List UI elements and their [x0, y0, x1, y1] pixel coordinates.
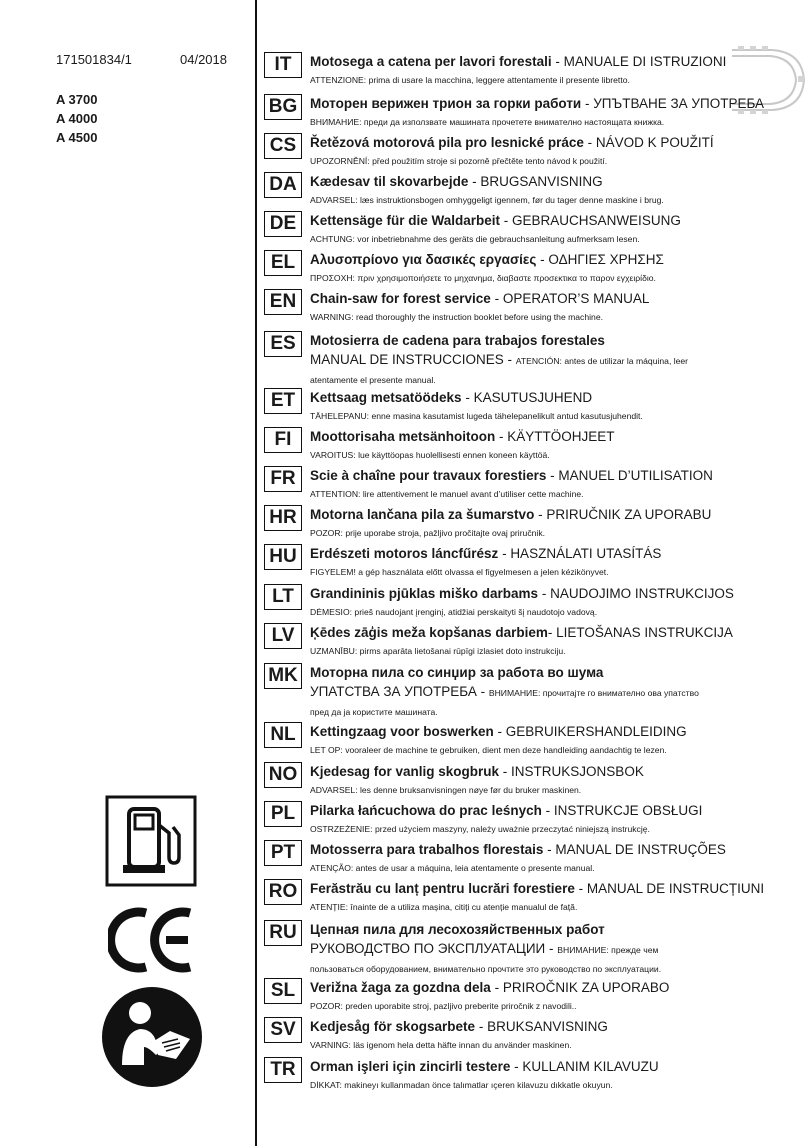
language-code-box: FI: [264, 427, 302, 453]
warning-label: DĖMESIO:: [310, 607, 353, 617]
language-code-box: PT: [264, 840, 302, 866]
language-code-box: DE: [264, 211, 302, 237]
entry-title: [310, 879, 764, 898]
language-code-box: PL: [264, 801, 302, 827]
warning-text: przed użyciem maszyny, należy uważnie przeczytać niniejszą instrukcję.: [372, 824, 650, 834]
entry-title: [310, 211, 681, 230]
warning-text: пользоваться оборудованием, внимательно прочтите это руководство по эксплуатации.: [310, 964, 662, 974]
entry-title: [310, 623, 733, 642]
entry-title: [310, 250, 664, 269]
warning-text: atentamente el presente manual.: [310, 375, 436, 385]
warning-label: POZOR:: [310, 528, 343, 538]
entry-title: [310, 289, 649, 308]
entry-warning: [310, 1076, 659, 1095]
warning-label: VAROITUS:: [310, 450, 356, 460]
entry-manual-title: УПАТСТВА ЗА УПОТРЕБА -: [310, 684, 489, 699]
entry-separator: -: [574, 881, 587, 896]
language-entry-nl: [264, 722, 687, 760]
entry-manual-title: HASZNÁLATI UTASÍTÁS: [510, 546, 662, 561]
entry-title-bold: Kettsaag metsatöödeks: [310, 390, 462, 405]
entry-warning: [310, 781, 644, 800]
entry-separator: -: [536, 252, 549, 267]
warning-text: preden uporabite stroj, pazljivo preberite priročnik z navodili..: [342, 1001, 577, 1011]
entry-title-bold: Motorna lančana pila za šumarstvo: [310, 507, 535, 522]
warning-label: UZMANĪBU:: [310, 646, 358, 656]
entry-warning: [310, 230, 681, 249]
warning-label: ATENÇÃO:: [310, 863, 354, 873]
warning-label: UPOZORNĚNÍ:: [310, 156, 370, 166]
warning-text: lire attentivement le manuel avant d’utiliser cette machine.: [360, 489, 584, 499]
language-entry-et: [264, 388, 643, 426]
model-name: A 4000: [56, 111, 98, 126]
language-entry-tr: [264, 1057, 659, 1095]
warning-text: înainte de a utiliza mașina, citiți cu atenție manualul de față.: [348, 902, 578, 912]
language-code-box: CS: [264, 133, 302, 159]
warning-label: TÄHELEPANU:: [310, 411, 370, 421]
entry-title-bold: Kjedesag for vanlig skogbruk: [310, 764, 500, 779]
entry-separator: -: [551, 54, 564, 69]
entry-title-bold: Moottorisaha metsänhoitoon: [310, 429, 496, 444]
entry-warning: [310, 741, 687, 760]
entry-separator: -: [546, 468, 559, 483]
warning-text: prije uporabe stroja, pažljivo pročitajte ovaj priručnik.: [342, 528, 546, 538]
entry-title-bold: Scie à chaîne pour travaux forestiers: [310, 468, 547, 483]
language-entry-pt: [264, 840, 726, 878]
language-code-box: ET: [264, 388, 302, 414]
entry-title: [310, 172, 664, 191]
language-entry-no: [264, 762, 644, 800]
warning-text: antes de utilizar la máquina, leer: [561, 356, 689, 366]
warning-label: DİKKAT:: [310, 1080, 342, 1090]
entry-separator: -: [534, 507, 547, 522]
entry-separator: -: [493, 724, 506, 739]
language-entry-sv: [264, 1017, 608, 1055]
entry-warning: [310, 859, 726, 878]
fuel-pump-icon: [105, 795, 197, 887]
language-entry-hr: [264, 505, 711, 543]
entry-warning: [310, 1036, 608, 1055]
entry-manual-title: РУКОВОДСТВО ПО ЭКСПЛУАТАЦИИ -: [310, 941, 558, 956]
entry-warning: [310, 269, 664, 288]
entry-manual-title: MANUAL DE INSTRUÇÕES: [555, 842, 726, 857]
language-code-box: BG: [264, 94, 302, 120]
warning-text: před použitím stroje si pozorně přečtěte tento návod k použití.: [369, 156, 608, 166]
entry-title-bold: Pilarka łańcuchowa do prac leśnych: [310, 803, 542, 818]
language-code-box: EL: [264, 250, 302, 276]
entry-warning: [310, 407, 643, 426]
entry-title-line2: [310, 939, 661, 960]
warning-text: vor inbetriebnahme des geräts die gebrauchsanleitung aufmerksam lesen.: [354, 234, 640, 244]
warning-label: OSTRZEŻENIE:: [310, 824, 373, 834]
warning-label: VARNING:: [310, 1040, 351, 1050]
entry-separator: -: [499, 764, 512, 779]
document-date: 04/2018: [180, 52, 227, 67]
entry-title: [310, 544, 661, 563]
entry-warning: [310, 603, 734, 622]
language-code-box: ES: [264, 331, 302, 357]
entry-title-bold: Grandininis pjūklas miško darbams: [310, 586, 539, 601]
language-code-box: RO: [264, 879, 302, 905]
language-entry-mk: [264, 663, 699, 722]
warning-text: read thoroughly the instruction booklet before using the machine.: [353, 312, 603, 322]
language-code-box: SL: [264, 978, 302, 1004]
entry-separator: -: [538, 586, 551, 601]
language-entry-da: [264, 172, 664, 210]
entry-title: [310, 801, 702, 820]
entry-title: [310, 1057, 659, 1076]
entry-title: [310, 52, 726, 71]
entry-separator: -: [541, 803, 554, 818]
entry-manual-title: УПЪТВАНЕ ЗА УПОТРЕБА: [593, 96, 765, 111]
entry-title-line2: [310, 682, 699, 703]
warning-label: POZOR:: [310, 1001, 343, 1011]
entry-manual-title: PRIRUČNIK ZA UPORABU: [546, 507, 712, 522]
entry-title-bold: Ferăstrău cu lanț pentru lucrări forestiere: [310, 881, 575, 896]
entry-manual-title: GEBRUIKERSHANDLEIDING: [505, 724, 687, 739]
language-code-box: EN: [264, 289, 302, 315]
warning-text: läs igenom hela detta häfte innan du använder maskinen.: [350, 1040, 572, 1050]
model-name: A 4500: [56, 130, 98, 145]
entry-warning: [310, 152, 714, 171]
language-code-box: DA: [264, 172, 302, 198]
entry-manual-title: ΟΔΗΓΙΕΣ ΧΡΗΣΗΣ: [548, 252, 664, 267]
entry-warning: [310, 563, 661, 582]
entry-title-bold: Motosierra de cadena para trabajos forestales: [310, 333, 605, 348]
entry-title-bold: Erdészeti motoros láncfűrész: [310, 546, 499, 561]
entry-warning: [310, 703, 699, 722]
warning-text: a gép használata előtt olvassa el figyelmesen a jelen kézikönyvet.: [355, 567, 609, 577]
entry-warning: [310, 308, 649, 327]
warning-label: ATTENZIONE:: [310, 75, 367, 85]
entry-manual-title: LIETOŠANAS INSTRUKCIJA: [556, 625, 733, 640]
entry-title-bold: Kedjesåg för skogsarbete: [310, 1019, 476, 1034]
warning-text: læs instruktionsbogen omhyggeligt igennem, før du tager denne maskine i brug.: [357, 195, 664, 205]
language-code-box: SV: [264, 1017, 302, 1043]
entry-separator: -: [495, 429, 508, 444]
warning-label: ВНИМАНИЕ:: [488, 688, 541, 698]
left-panel: [0, 0, 255, 1146]
entry-manual-title: MANUAL DE INSTRUCCIONES -: [310, 352, 516, 367]
entry-title: [310, 1017, 608, 1036]
language-entry-lv: [264, 623, 733, 661]
entry-manual-title: BRUKSANVISNING: [487, 1019, 608, 1034]
language-entry-hu: [264, 544, 661, 582]
language-entry-es: [264, 331, 688, 390]
language-entry-it: [264, 52, 726, 90]
entry-manual-title: KÄYTTÖOHJEET: [507, 429, 615, 444]
warning-text: enne masina kasutamist lugeda tähelepanelikult antud kasutusjuhendit.: [369, 411, 643, 421]
entry-title-bold: Chain-saw for forest service: [310, 291, 491, 306]
entry-warning: [310, 820, 702, 839]
language-code-box: LV: [264, 623, 302, 649]
warning-text: πριν χρησιμοποιήσετε το μηχανημα, διαβαστε προσεκτικα το παρον εγχειρίδιο.: [354, 273, 656, 283]
warning-label: ΠΡΟΣΟΧΗ:: [310, 273, 355, 283]
entry-title: [310, 840, 726, 859]
entry-manual-title: MANUAL DE INSTRUCȚIUNI: [586, 881, 765, 896]
entry-title: [310, 331, 688, 350]
entry-title: [310, 663, 699, 682]
entry-separator: -: [490, 291, 503, 306]
language-code-box: TR: [264, 1057, 302, 1083]
entry-title: [310, 388, 643, 407]
entry-title-bold: Řetězová motorová pila pro lesnické práce: [310, 135, 584, 150]
warning-text: прежде чем: [608, 945, 659, 955]
entry-title: [310, 427, 615, 446]
warning-label: ATENCIÓN:: [515, 356, 562, 366]
language-code-box: NL: [264, 722, 302, 748]
warning-text: prieš naudojant įrenginį, atidžiai perskaityti šį naudotojo vadovą.: [352, 607, 598, 617]
entry-manual-title: NÁVOD K POUŽITÍ: [595, 135, 714, 150]
warning-label: ATENȚIE:: [310, 902, 349, 912]
warning-label: ADVARSEL:: [310, 195, 358, 205]
warning-text: пред да ја користите машината.: [310, 707, 438, 717]
entry-title-bold: Kædesav til skovarbejde: [310, 174, 469, 189]
entry-manual-title: MANUALE DI ISTRUZIONI: [563, 54, 727, 69]
warning-label: WARNING:: [310, 312, 354, 322]
entry-title-bold: Motosserra para trabalhos florestais: [310, 842, 544, 857]
vertical-divider: [255, 0, 257, 1146]
entry-manual-title: KASUTUSJUHEND: [473, 390, 593, 405]
language-entry-cs: [264, 133, 714, 171]
entry-title-bold: Моторен верижен трион за горки работи: [310, 96, 582, 111]
warning-text: antes de usar a máquina, leia atentamente o presente manual.: [353, 863, 595, 873]
entry-separator: -: [490, 980, 503, 995]
warning-label: ВНИМАНИЕ:: [310, 117, 362, 127]
model-name: A 3700: [56, 92, 98, 107]
entry-title: [310, 133, 714, 152]
document-code: 171501834/1: [56, 52, 132, 67]
warning-label: FIGYELEM!: [310, 567, 356, 577]
warning-label: ВНИМАНИЕ:: [557, 945, 609, 955]
language-code-box: MK: [264, 663, 302, 689]
entry-title: [310, 584, 734, 603]
entry-warning: [310, 898, 764, 917]
entry-manual-title: MANUEL D’UTILISATION: [558, 468, 713, 483]
language-code-box: NO: [264, 762, 302, 788]
entry-separator: -: [461, 390, 474, 405]
language-entry-fr: [264, 466, 713, 504]
entry-separator: -: [475, 1019, 488, 1034]
model-list: [56, 90, 97, 147]
entry-title-line2: [310, 350, 688, 371]
language-entry-el: [264, 250, 664, 288]
entry-manual-title: INSTRUKSJONSBOK: [511, 764, 644, 779]
entry-manual-title: INSTRUKCJE OBSŁUGI: [553, 803, 703, 818]
warning-text: pirms aparāta lietošanai rūpīgi izlasiet doto instrukciju.: [357, 646, 566, 656]
entry-warning: [310, 113, 764, 132]
entry-manual-title: OPERATOR’S MANUAL: [502, 291, 650, 306]
entry-warning: [310, 191, 664, 210]
entry-separator: -: [510, 1059, 523, 1074]
entry-separator: -: [500, 213, 513, 228]
entry-title: [310, 94, 764, 113]
language-entry-ro: [264, 879, 764, 917]
entry-manual-title: KULLANIM KILAVUZU: [522, 1059, 659, 1074]
warning-text: lue käyttöopas huolellisesti ennen koneen käyttöä.: [355, 450, 550, 460]
entry-title-bold: Цепная пила для лесохозяйственных работ: [310, 922, 605, 937]
entry-title-bold: Kettensäge für die Waldarbeit: [310, 213, 501, 228]
entry-warning: [310, 524, 711, 543]
entry-title: [310, 505, 711, 524]
entry-title: [310, 978, 669, 997]
entry-warning: [310, 485, 713, 504]
entry-warning: [310, 960, 661, 979]
entry-separator: -: [498, 546, 511, 561]
warning-text: prima di usare la macchina, leggere attentamente il presente libretto.: [366, 75, 630, 85]
entry-title-bold: Verižna žaga za gozdna dela: [310, 980, 491, 995]
warning-text: vooraleer de machine te gebruiken, dient men deze handleiding aandachtig te lezen.: [342, 745, 667, 755]
language-code-box: LT: [264, 584, 302, 610]
warning-label: ADVARSEL:: [310, 785, 358, 795]
warning-label: ACHTUNG:: [310, 234, 355, 244]
language-entry-fi: [264, 427, 615, 465]
language-code-box: HU: [264, 544, 302, 570]
entry-warning: [310, 642, 733, 661]
language-entry-de: [264, 211, 681, 249]
language-code-box: IT: [264, 52, 302, 78]
language-entry-sl: [264, 978, 669, 1016]
entry-title-bold: Kettingzaag voor boswerken: [310, 724, 494, 739]
entry-manual-title: GEBRAUCHSANWEISUNG: [512, 213, 681, 228]
warning-label: ATTENTION:: [310, 489, 361, 499]
entry-title-bold: Ķēdes zāģis meža kopšanas darbiem: [310, 625, 548, 640]
entry-title-bold: Orman işleri için zincirli testere: [310, 1059, 511, 1074]
language-entry-lt: [264, 584, 734, 622]
warning-text: makineyı kullanmadan önce talımatlar ıçeren kilavuzu dıkkatle okuyun.: [341, 1080, 613, 1090]
read-manual-icon: [100, 985, 204, 1089]
entry-title: [310, 920, 661, 939]
language-entry-ru: [264, 920, 661, 979]
entry-separator: -: [547, 625, 557, 640]
entry-warning: [310, 71, 726, 90]
warning-text: les denne bruksanvisningen nøye før du bruker maskinen.: [357, 785, 582, 795]
entry-title-bold: Αλυσοπρίονο για δασικές εργασίες: [310, 252, 537, 267]
ce-mark-icon: [108, 905, 196, 975]
entry-separator: -: [543, 842, 556, 857]
entry-manual-title: BRUGSANVISNING: [480, 174, 603, 189]
language-entry-pl: [264, 801, 702, 839]
language-entry-en: [264, 289, 649, 327]
entry-warning: [310, 446, 615, 465]
entry-warning: [310, 997, 669, 1016]
entry-manual-title: PRIROČNIK ZA UPORABO: [502, 980, 670, 995]
entry-title-bold: Motosega a catena per lavori forestali: [310, 54, 552, 69]
entry-title: [310, 466, 713, 485]
entry-title-bold: Моторна пила со синџир за работа во шума: [310, 665, 604, 680]
entry-manual-title: NAUDOJIMO INSTRUKCIJOS: [550, 586, 734, 601]
entry-separator: -: [583, 135, 596, 150]
entry-separator: -: [581, 96, 594, 111]
entry-separator: -: [468, 174, 481, 189]
entry-title: [310, 762, 644, 781]
language-code-box: RU: [264, 920, 302, 946]
language-code-box: FR: [264, 466, 302, 492]
language-code-box: HR: [264, 505, 302, 531]
warning-text: преди да използвате машината прочетете внимателно настоящата книжка.: [361, 117, 665, 127]
entry-title: [310, 722, 687, 741]
warning-label: LET OP:: [310, 745, 343, 755]
language-entry-bg: [264, 94, 764, 132]
warning-text: прочитајте го внимателно ова упатство: [540, 688, 699, 698]
